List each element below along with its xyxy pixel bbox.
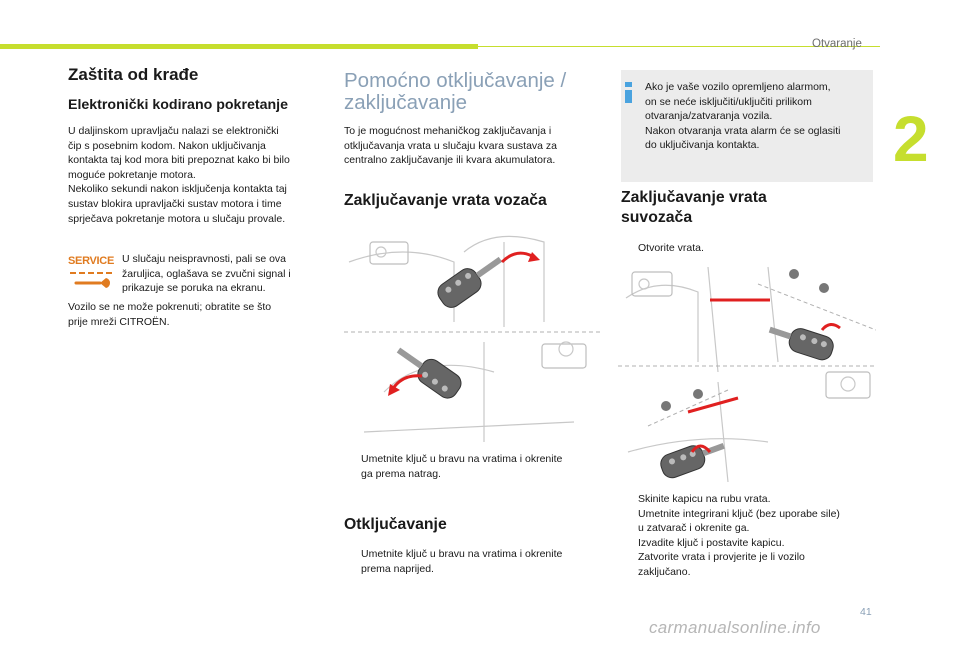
passenger-step-text: Izvadite ključ i postavite kapicu.	[638, 536, 785, 549]
passenger-step	[621, 492, 877, 507]
bullet-glyph	[344, 452, 361, 481]
section-title-backup: Pomoćno otključavanje / zaključavanje	[344, 69, 567, 114]
cap-icon-bottom	[661, 389, 703, 411]
section-title-theft: Zaštita od krađe	[68, 65, 199, 84]
passenger-step	[621, 536, 877, 551]
driver-step	[344, 452, 600, 481]
alarm-info-box	[621, 70, 873, 182]
bullet-glyph	[621, 507, 638, 536]
passenger-steps	[621, 492, 877, 580]
immobiliser-paragraph: U daljinskom upravljaču nalazi se elektronički čip s posebnim kodom. Nakon uključivanja kontakta taj kod mora biti prepoznat kako bi bilo moguće pokretanje motora. Nekoliko sekundi nakon isključenja kontakta taj sustav blokira upravljački sustav motora i time sprječava pokretanje motora u slučaju provale.	[68, 125, 290, 225]
driver-door-figure	[344, 222, 602, 444]
column-left	[68, 64, 326, 329]
unlock-step	[344, 547, 600, 576]
alarm-info-text: Ako je vaše vozilo opremljeno alarmom, on se neće isključiti/uključiti prilikom otvaranja/zatvaranja vozila. Nakon otvaranja vrata alarm će se oglasiti do uključivanja kontakta.	[645, 81, 841, 152]
bullet-glyph	[621, 536, 638, 551]
section-label: Otvaranje	[812, 38, 862, 50]
driver-door-title: Zaključavanje vrata vozača	[344, 191, 547, 209]
header-accent-bar	[0, 44, 478, 49]
wrench-icon	[70, 276, 114, 290]
citroen-paragraph: Vozilo se ne može pokrenuti; obratite se što prije mreži CITROËN.	[68, 300, 272, 328]
passenger-step-text: Umetnite integrirani ključ (bez uporabe sile) u zatvarač i okrenite ga.	[638, 507, 840, 535]
passenger-step-text: Zatvorite vrata i provjerite je li vozilo zaključano.	[638, 551, 805, 578]
service-warning-text: U slučaju neispravnosti, pali se ova žaruljica, oglašava se zvučni signal i prikazuje se poruka na ekranu.	[122, 253, 291, 295]
service-dash-line	[70, 272, 112, 274]
unlock-title: Otključavanje	[344, 516, 447, 534]
turn-arrow-passenger-top	[822, 324, 840, 330]
passenger-step-open-text: Otvorite vrata.	[638, 242, 704, 254]
passenger-door-section	[621, 188, 877, 256]
page-number: 41	[860, 606, 872, 618]
subsection-title-immobiliser: Elektronički kodirano pokretanje	[68, 97, 288, 113]
service-warning	[68, 252, 326, 296]
cap-icon-top	[789, 269, 829, 293]
key-icon-bottom	[391, 339, 465, 402]
service-word: SERVICE	[68, 255, 114, 268]
bullet-glyph	[621, 241, 638, 256]
turn-arrow-top	[502, 253, 532, 262]
unlock-step-text: Umetnite ključ u bravu na vratima i okrenite prema naprijed.	[361, 548, 563, 575]
backup-intro: To je mogućnost mehaničkog zaključavanja i otključavanja vrata u slučaju kvara sustava za centralno zaključavanje ili kvara akumulatora.	[344, 125, 558, 167]
passenger-step-open	[621, 241, 877, 256]
info-icon	[625, 82, 632, 103]
passenger-step	[621, 507, 877, 536]
key-icon-top	[434, 249, 508, 312]
passenger-door-figure	[618, 262, 876, 490]
key-icon-bottom	[658, 435, 728, 480]
driver-step-text: Umetnite ključ u bravu na vratima i okrenite ga prema natrag.	[361, 453, 563, 480]
driver-door-steps	[344, 452, 600, 576]
passenger-step	[621, 550, 877, 579]
bullet-glyph	[621, 550, 638, 579]
service-warning-icon	[68, 252, 120, 292]
column-middle	[344, 70, 600, 220]
turn-arrow-bottom	[392, 376, 422, 390]
watermark: carmanualsonline.info	[649, 618, 821, 637]
chapter-number: 2	[893, 103, 929, 175]
passenger-step-text: Skinite kapicu na rubu vrata.	[638, 493, 771, 505]
passenger-door-title: Zaključavanje vrata suvozača	[621, 189, 767, 226]
bullet-glyph	[344, 547, 361, 576]
bullet-glyph	[621, 492, 638, 507]
